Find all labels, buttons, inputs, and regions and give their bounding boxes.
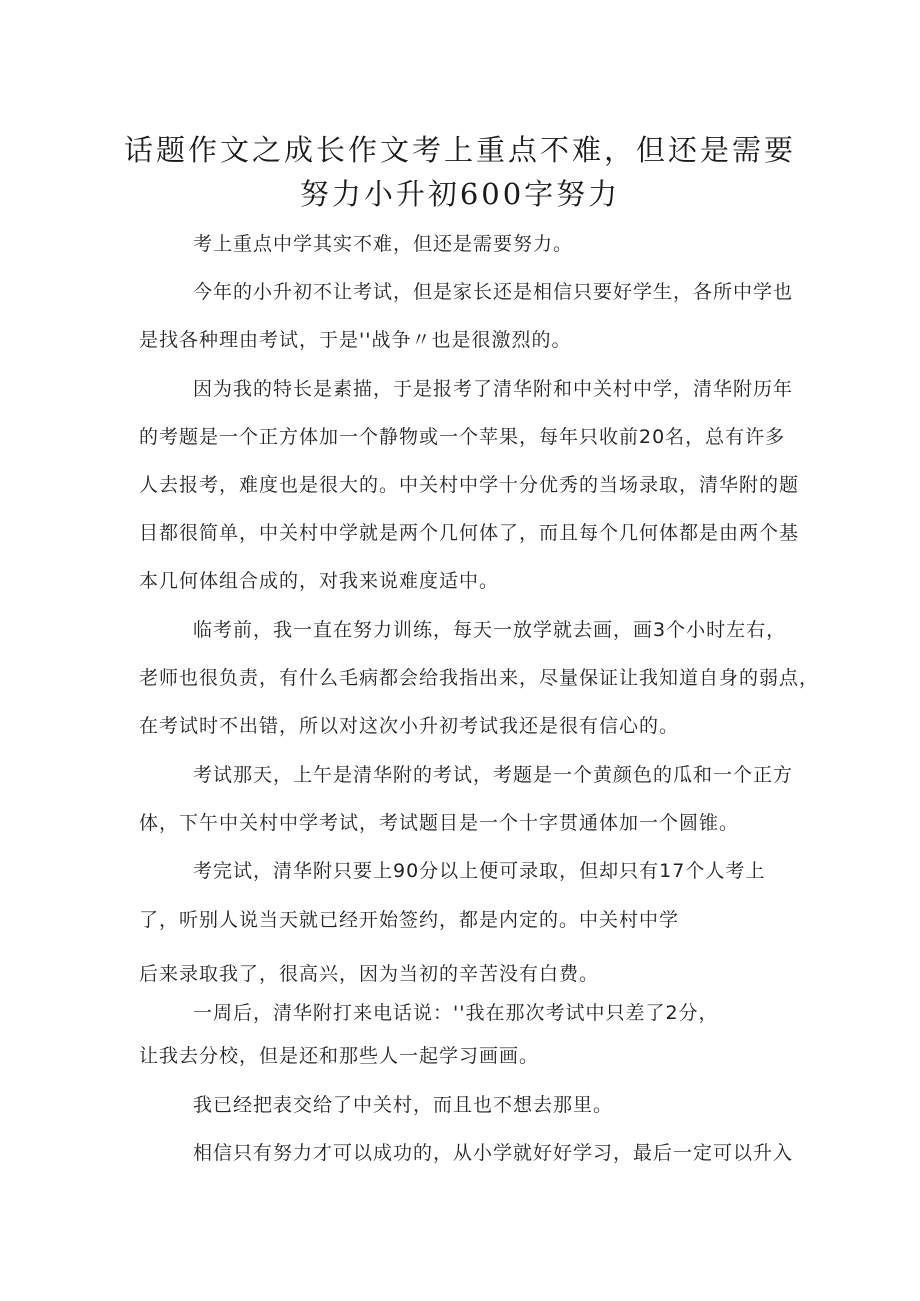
body-line: 是找各种理由考试，于是''战争〃也是很激烈的。 bbox=[139, 329, 572, 351]
body-line: 一周后，清华附打来电话说：''我在那次考试中只差了2分， bbox=[193, 1002, 719, 1024]
body-line: 本几何体组合成的，对我来说难度适中。 bbox=[139, 570, 500, 592]
title-line-1: 话题作文之成长作文考上重点不难，但还是需要 bbox=[123, 133, 796, 167]
body-line: 相信只有努力才可以成功的，从小学就好好学习，最后一定可以升入 bbox=[193, 1142, 794, 1164]
title-line-2: 努力小升初600字努力 bbox=[299, 177, 621, 211]
body-line: 老师也很负责，有什么毛病都会给我指出来，尽量保证让我知道自身的弱点， bbox=[139, 667, 820, 689]
body-line: 人去报考，难度也是很大的。中关村中学十分优秀的当场录取，清华附的题 bbox=[139, 474, 800, 496]
body-line: 的考题是一个正方体加一个静物或一个苹果，每年只收前20名，总有许多 bbox=[139, 426, 786, 448]
body-line: 体，下午中关村中学考试，考试题目是一个十字贯通体加一个圆锥。 bbox=[139, 812, 740, 834]
body-line: 我已经把表交给了中关村，而且也不想去那里。 bbox=[193, 1094, 614, 1116]
body-line: 考完试，清华附只要上90分以上便可录取，但却只有17个人考上 bbox=[193, 860, 766, 882]
body-line: 考试那天，上午是清华附的考试，考题是一个黄颜色的瓜和一个正方 bbox=[193, 764, 794, 786]
body-line: 今年的小升初不让考试，但是家长还是相信只要好学生，各所中学也 bbox=[193, 281, 794, 303]
body-line: 临考前，我一直在努力训练，每天一放学就去画，画3个小时左右， bbox=[193, 619, 787, 641]
body-line: 在考试时不出错，所以对这次小升初考试我还是很有信心的。 bbox=[139, 715, 680, 737]
body-line: 考上重点中学其实不难，但还是需要努力。 bbox=[193, 233, 574, 255]
body-line: 后来录取我了，很高兴，因为当初的辛苦没有白费。 bbox=[139, 963, 600, 985]
body-line: 了，听别人说当天就已经开始签约，都是内定的。中关村中学 bbox=[139, 909, 680, 931]
body-line: 因为我的特长是素描，于是报考了清华附和中关村中学，清华附历年 bbox=[193, 378, 794, 400]
body-line: 目都很简单，中关村中学就是两个几何体了，而且每个几何体都是由两个基 bbox=[139, 522, 800, 544]
body-line: 让我去分校，但是还和那些人一起学习画画。 bbox=[139, 1045, 540, 1067]
